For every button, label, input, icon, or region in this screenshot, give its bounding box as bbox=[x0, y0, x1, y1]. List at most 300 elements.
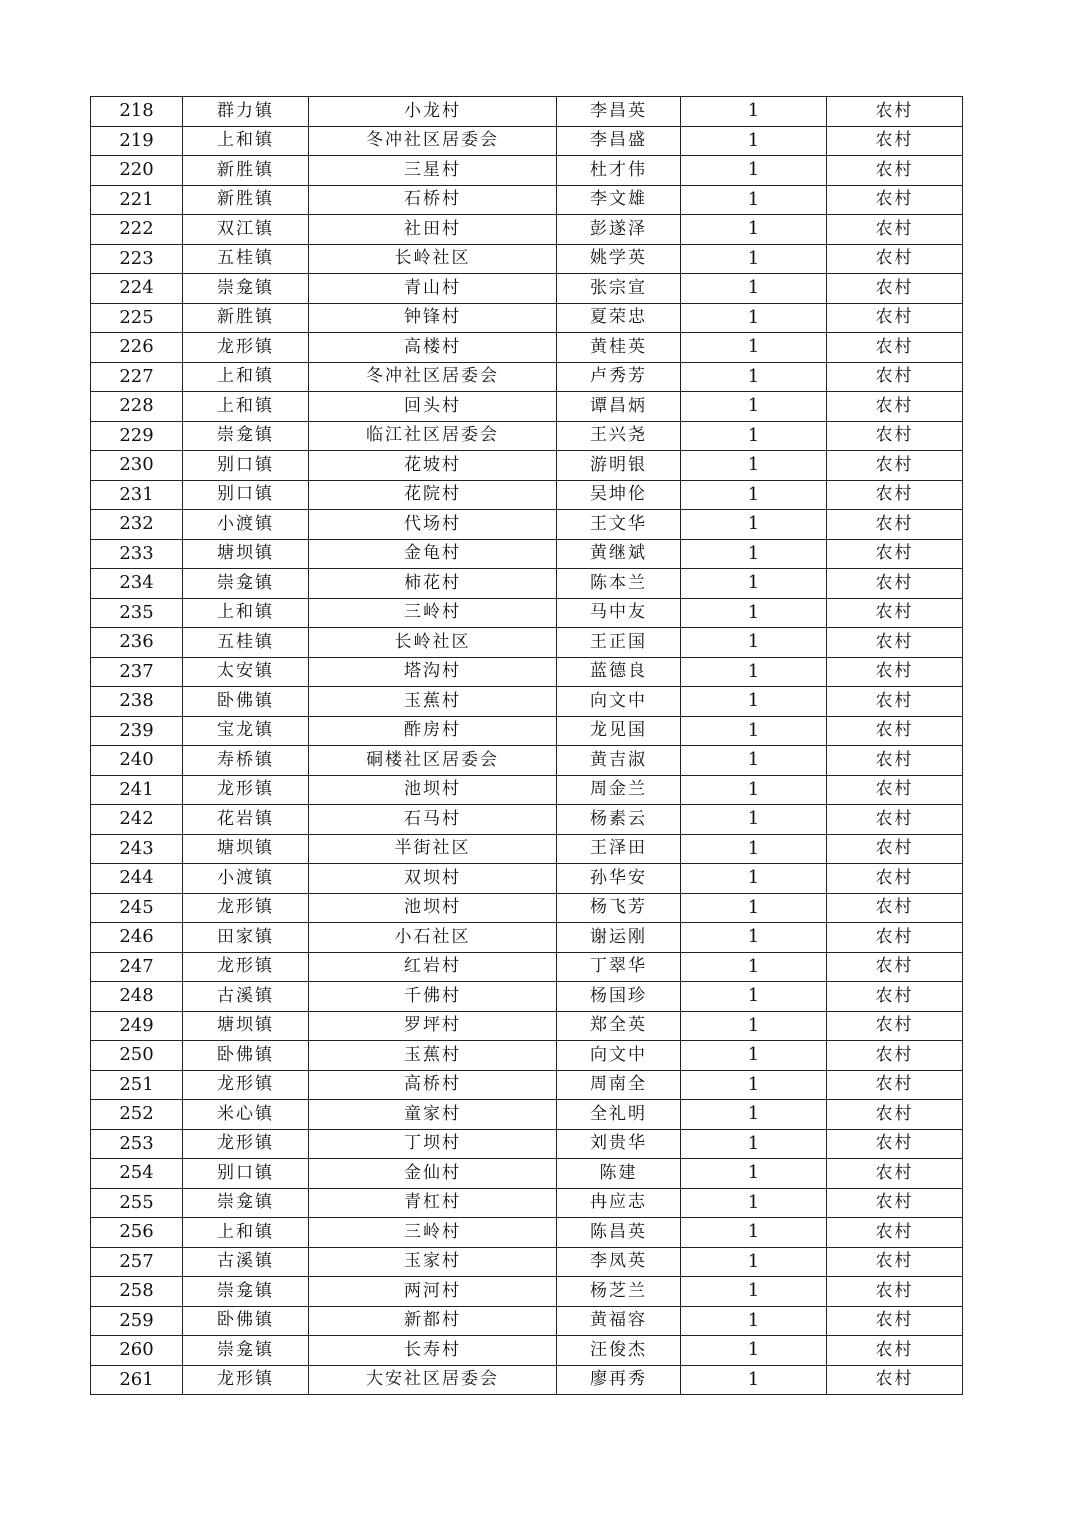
town-cell: 龙形镇 bbox=[183, 1129, 309, 1159]
town-cell: 龙形镇 bbox=[183, 952, 309, 982]
town-cell: 宝龙镇 bbox=[183, 716, 309, 746]
count-cell: 1 bbox=[681, 598, 827, 628]
village-cell: 双坝村 bbox=[309, 864, 557, 894]
village-cell: 回头村 bbox=[309, 392, 557, 422]
table-row bbox=[91, 274, 963, 304]
row-number: 233 bbox=[91, 539, 183, 569]
name-cell: 王泽田 bbox=[557, 834, 681, 864]
table-row bbox=[91, 775, 963, 805]
category-cell: 农村 bbox=[827, 392, 963, 422]
row-number: 235 bbox=[91, 598, 183, 628]
table-row bbox=[91, 126, 963, 156]
row-number: 236 bbox=[91, 628, 183, 658]
row-number: 230 bbox=[91, 451, 183, 481]
category-cell: 农村 bbox=[827, 1129, 963, 1159]
category-cell: 农村 bbox=[827, 421, 963, 451]
count-cell: 1 bbox=[681, 982, 827, 1012]
row-number: 220 bbox=[91, 156, 183, 186]
name-cell: 陈昌英 bbox=[557, 1218, 681, 1248]
row-number: 260 bbox=[91, 1336, 183, 1366]
count-cell: 1 bbox=[681, 687, 827, 717]
village-cell: 三岭村 bbox=[309, 598, 557, 628]
row-number: 228 bbox=[91, 392, 183, 422]
town-cell: 新胜镇 bbox=[183, 185, 309, 215]
name-cell: 黄继斌 bbox=[557, 539, 681, 569]
beneficiary-table bbox=[90, 96, 963, 1395]
village-cell: 大安社区居委会 bbox=[309, 1365, 557, 1395]
name-cell: 李文雄 bbox=[557, 185, 681, 215]
category-cell: 农村 bbox=[827, 244, 963, 274]
category-cell: 农村 bbox=[827, 716, 963, 746]
count-cell: 1 bbox=[681, 1129, 827, 1159]
village-cell: 代场村 bbox=[309, 510, 557, 540]
row-number: 257 bbox=[91, 1247, 183, 1277]
category-cell: 农村 bbox=[827, 510, 963, 540]
row-number: 245 bbox=[91, 893, 183, 923]
category-cell: 农村 bbox=[827, 97, 963, 127]
village-cell: 玉蕉村 bbox=[309, 687, 557, 717]
count-cell: 1 bbox=[681, 1306, 827, 1336]
name-cell: 马中友 bbox=[557, 598, 681, 628]
table-body bbox=[91, 97, 963, 1395]
category-cell: 农村 bbox=[827, 480, 963, 510]
row-number: 246 bbox=[91, 923, 183, 953]
table-row bbox=[91, 421, 963, 451]
town-cell: 卧佛镇 bbox=[183, 1306, 309, 1336]
town-cell: 古溪镇 bbox=[183, 1247, 309, 1277]
count-cell: 1 bbox=[681, 1041, 827, 1071]
category-cell: 农村 bbox=[827, 598, 963, 628]
village-cell: 社田村 bbox=[309, 215, 557, 245]
town-cell: 卧佛镇 bbox=[183, 1041, 309, 1071]
count-cell: 1 bbox=[681, 716, 827, 746]
row-number: 254 bbox=[91, 1159, 183, 1189]
name-cell: 丁翠华 bbox=[557, 952, 681, 982]
name-cell: 郑全英 bbox=[557, 1011, 681, 1041]
village-cell: 冬冲社区居委会 bbox=[309, 362, 557, 392]
town-cell: 新胜镇 bbox=[183, 303, 309, 333]
village-cell: 池坝村 bbox=[309, 775, 557, 805]
row-number: 243 bbox=[91, 834, 183, 864]
row-number: 250 bbox=[91, 1041, 183, 1071]
category-cell: 农村 bbox=[827, 569, 963, 599]
table-row bbox=[91, 1129, 963, 1159]
name-cell: 王正国 bbox=[557, 628, 681, 658]
town-cell: 小渡镇 bbox=[183, 510, 309, 540]
row-number: 223 bbox=[91, 244, 183, 274]
town-cell: 花岩镇 bbox=[183, 805, 309, 835]
count-cell: 1 bbox=[681, 657, 827, 687]
table-row bbox=[91, 1306, 963, 1336]
category-cell: 农村 bbox=[827, 215, 963, 245]
category-cell: 农村 bbox=[827, 303, 963, 333]
row-number: 229 bbox=[91, 421, 183, 451]
count-cell: 1 bbox=[681, 834, 827, 864]
row-number: 241 bbox=[91, 775, 183, 805]
village-cell: 高楼村 bbox=[309, 333, 557, 363]
name-cell: 汪俊杰 bbox=[557, 1336, 681, 1366]
count-cell: 1 bbox=[681, 1247, 827, 1277]
table-row bbox=[91, 185, 963, 215]
row-number: 227 bbox=[91, 362, 183, 392]
town-cell: 龙形镇 bbox=[183, 333, 309, 363]
town-cell: 别口镇 bbox=[183, 480, 309, 510]
village-cell: 塔沟村 bbox=[309, 657, 557, 687]
name-cell: 姚学英 bbox=[557, 244, 681, 274]
count-cell: 1 bbox=[681, 1336, 827, 1366]
town-cell: 上和镇 bbox=[183, 1218, 309, 1248]
name-cell: 杨素云 bbox=[557, 805, 681, 835]
town-cell: 卧佛镇 bbox=[183, 687, 309, 717]
category-cell: 农村 bbox=[827, 274, 963, 304]
village-cell: 红岩村 bbox=[309, 952, 557, 982]
row-number: 261 bbox=[91, 1365, 183, 1395]
name-cell: 王文华 bbox=[557, 510, 681, 540]
town-cell: 塘坝镇 bbox=[183, 539, 309, 569]
village-cell: 三星村 bbox=[309, 156, 557, 186]
name-cell: 谭昌炳 bbox=[557, 392, 681, 422]
name-cell: 杨芝兰 bbox=[557, 1277, 681, 1307]
name-cell: 杨国珍 bbox=[557, 982, 681, 1012]
village-cell: 池坝村 bbox=[309, 893, 557, 923]
town-cell: 上和镇 bbox=[183, 362, 309, 392]
table-row bbox=[91, 333, 963, 363]
row-number: 232 bbox=[91, 510, 183, 540]
name-cell: 黄吉淑 bbox=[557, 746, 681, 776]
table-row bbox=[91, 805, 963, 835]
table-row bbox=[91, 864, 963, 894]
name-cell: 夏荣忠 bbox=[557, 303, 681, 333]
name-cell: 李昌英 bbox=[557, 97, 681, 127]
table-row bbox=[91, 1070, 963, 1100]
count-cell: 1 bbox=[681, 156, 827, 186]
name-cell: 向文中 bbox=[557, 1041, 681, 1071]
village-cell: 三岭村 bbox=[309, 1218, 557, 1248]
count-cell: 1 bbox=[681, 775, 827, 805]
name-cell: 孙华安 bbox=[557, 864, 681, 894]
count-cell: 1 bbox=[681, 480, 827, 510]
town-cell: 五桂镇 bbox=[183, 244, 309, 274]
village-cell: 临江社区居委会 bbox=[309, 421, 557, 451]
village-cell: 两河村 bbox=[309, 1277, 557, 1307]
row-number: 237 bbox=[91, 657, 183, 687]
town-cell: 五桂镇 bbox=[183, 628, 309, 658]
name-cell: 周金兰 bbox=[557, 775, 681, 805]
count-cell: 1 bbox=[681, 421, 827, 451]
row-number: 240 bbox=[91, 746, 183, 776]
name-cell: 全礼明 bbox=[557, 1100, 681, 1130]
row-number: 239 bbox=[91, 716, 183, 746]
row-number: 231 bbox=[91, 480, 183, 510]
table-row bbox=[91, 834, 963, 864]
table-row bbox=[91, 1188, 963, 1218]
village-cell: 玉蕉村 bbox=[309, 1041, 557, 1071]
name-cell: 张宗宣 bbox=[557, 274, 681, 304]
village-cell: 新都村 bbox=[309, 1306, 557, 1336]
category-cell: 农村 bbox=[827, 126, 963, 156]
row-number: 248 bbox=[91, 982, 183, 1012]
name-cell: 周南全 bbox=[557, 1070, 681, 1100]
category-cell: 农村 bbox=[827, 687, 963, 717]
count-cell: 1 bbox=[681, 1218, 827, 1248]
town-cell: 龙形镇 bbox=[183, 1070, 309, 1100]
category-cell: 农村 bbox=[827, 1218, 963, 1248]
category-cell: 农村 bbox=[827, 1277, 963, 1307]
count-cell: 1 bbox=[681, 392, 827, 422]
count-cell: 1 bbox=[681, 97, 827, 127]
town-cell: 塘坝镇 bbox=[183, 834, 309, 864]
row-number: 259 bbox=[91, 1306, 183, 1336]
category-cell: 农村 bbox=[827, 893, 963, 923]
count-cell: 1 bbox=[681, 126, 827, 156]
count-cell: 1 bbox=[681, 274, 827, 304]
village-cell: 长寿村 bbox=[309, 1336, 557, 1366]
town-cell: 古溪镇 bbox=[183, 982, 309, 1012]
village-cell: 丁坝村 bbox=[309, 1129, 557, 1159]
count-cell: 1 bbox=[681, 628, 827, 658]
row-number: 252 bbox=[91, 1100, 183, 1130]
table-row bbox=[91, 952, 963, 982]
table-row bbox=[91, 451, 963, 481]
category-cell: 农村 bbox=[827, 1306, 963, 1336]
name-cell: 蓝德良 bbox=[557, 657, 681, 687]
table-row bbox=[91, 746, 963, 776]
town-cell: 上和镇 bbox=[183, 126, 309, 156]
village-cell: 石桥村 bbox=[309, 185, 557, 215]
town-cell: 太安镇 bbox=[183, 657, 309, 687]
town-cell: 双江镇 bbox=[183, 215, 309, 245]
row-number: 226 bbox=[91, 333, 183, 363]
row-number: 225 bbox=[91, 303, 183, 333]
table-row bbox=[91, 1218, 963, 1248]
table-row bbox=[91, 303, 963, 333]
count-cell: 1 bbox=[681, 362, 827, 392]
table-row bbox=[91, 687, 963, 717]
village-cell: 罗坪村 bbox=[309, 1011, 557, 1041]
table-row bbox=[91, 628, 963, 658]
town-cell: 新胜镇 bbox=[183, 156, 309, 186]
name-cell: 杨飞芳 bbox=[557, 893, 681, 923]
count-cell: 1 bbox=[681, 1100, 827, 1130]
row-number: 234 bbox=[91, 569, 183, 599]
count-cell: 1 bbox=[681, 303, 827, 333]
village-cell: 玉家村 bbox=[309, 1247, 557, 1277]
count-cell: 1 bbox=[681, 244, 827, 274]
name-cell: 廖再秀 bbox=[557, 1365, 681, 1395]
count-cell: 1 bbox=[681, 805, 827, 835]
category-cell: 农村 bbox=[827, 1011, 963, 1041]
town-cell: 群力镇 bbox=[183, 97, 309, 127]
village-cell: 酢房村 bbox=[309, 716, 557, 746]
name-cell: 游明银 bbox=[557, 451, 681, 481]
name-cell: 冉应志 bbox=[557, 1188, 681, 1218]
count-cell: 1 bbox=[681, 539, 827, 569]
town-cell: 崇龛镇 bbox=[183, 1336, 309, 1366]
table-row bbox=[91, 244, 963, 274]
village-cell: 小龙村 bbox=[309, 97, 557, 127]
table-row bbox=[91, 1247, 963, 1277]
town-cell: 别口镇 bbox=[183, 451, 309, 481]
village-cell: 花院村 bbox=[309, 480, 557, 510]
row-number: 253 bbox=[91, 1129, 183, 1159]
row-number: 221 bbox=[91, 185, 183, 215]
town-cell: 田家镇 bbox=[183, 923, 309, 953]
village-cell: 青杠村 bbox=[309, 1188, 557, 1218]
table-row bbox=[91, 716, 963, 746]
town-cell: 崇龛镇 bbox=[183, 1277, 309, 1307]
count-cell: 1 bbox=[681, 333, 827, 363]
count-cell: 1 bbox=[681, 185, 827, 215]
name-cell: 李凤英 bbox=[557, 1247, 681, 1277]
table-row bbox=[91, 480, 963, 510]
town-cell: 寿桥镇 bbox=[183, 746, 309, 776]
village-cell: 小石社区 bbox=[309, 923, 557, 953]
table-row bbox=[91, 923, 963, 953]
village-cell: 半街社区 bbox=[309, 834, 557, 864]
name-cell: 彭遂泽 bbox=[557, 215, 681, 245]
village-cell: 青山村 bbox=[309, 274, 557, 304]
town-cell: 崇龛镇 bbox=[183, 1188, 309, 1218]
name-cell: 刘贵华 bbox=[557, 1129, 681, 1159]
name-cell: 杜才伟 bbox=[557, 156, 681, 186]
count-cell: 1 bbox=[681, 1365, 827, 1395]
village-cell: 长岭社区 bbox=[309, 244, 557, 274]
row-number: 244 bbox=[91, 864, 183, 894]
category-cell: 农村 bbox=[827, 451, 963, 481]
table-row bbox=[91, 893, 963, 923]
town-cell: 塘坝镇 bbox=[183, 1011, 309, 1041]
table-row bbox=[91, 569, 963, 599]
village-cell: 金龟村 bbox=[309, 539, 557, 569]
category-cell: 农村 bbox=[827, 362, 963, 392]
village-cell: 柿花村 bbox=[309, 569, 557, 599]
row-number: 247 bbox=[91, 952, 183, 982]
table-row bbox=[91, 156, 963, 186]
village-cell: 石马村 bbox=[309, 805, 557, 835]
village-cell: 硐楼社区居委会 bbox=[309, 746, 557, 776]
category-cell: 农村 bbox=[827, 1159, 963, 1189]
count-cell: 1 bbox=[681, 1277, 827, 1307]
table-row bbox=[91, 215, 963, 245]
row-number: 238 bbox=[91, 687, 183, 717]
table-row bbox=[91, 982, 963, 1012]
name-cell: 卢秀芳 bbox=[557, 362, 681, 392]
row-number: 255 bbox=[91, 1188, 183, 1218]
name-cell: 谢运刚 bbox=[557, 923, 681, 953]
count-cell: 1 bbox=[681, 893, 827, 923]
category-cell: 农村 bbox=[827, 1336, 963, 1366]
town-cell: 龙形镇 bbox=[183, 1365, 309, 1395]
count-cell: 1 bbox=[681, 510, 827, 540]
name-cell: 向文中 bbox=[557, 687, 681, 717]
table-row bbox=[91, 97, 963, 127]
category-cell: 农村 bbox=[827, 1070, 963, 1100]
category-cell: 农村 bbox=[827, 185, 963, 215]
row-number: 251 bbox=[91, 1070, 183, 1100]
row-number: 222 bbox=[91, 215, 183, 245]
count-cell: 1 bbox=[681, 746, 827, 776]
row-number: 256 bbox=[91, 1218, 183, 1248]
count-cell: 1 bbox=[681, 1070, 827, 1100]
village-cell: 长岭社区 bbox=[309, 628, 557, 658]
row-number: 258 bbox=[91, 1277, 183, 1307]
category-cell: 农村 bbox=[827, 864, 963, 894]
table-row bbox=[91, 1011, 963, 1041]
town-cell: 崇龛镇 bbox=[183, 569, 309, 599]
row-number: 242 bbox=[91, 805, 183, 835]
category-cell: 农村 bbox=[827, 1365, 963, 1395]
name-cell: 吴坤伦 bbox=[557, 480, 681, 510]
town-cell: 别口镇 bbox=[183, 1159, 309, 1189]
name-cell: 陈本兰 bbox=[557, 569, 681, 599]
village-cell: 花坡村 bbox=[309, 451, 557, 481]
town-cell: 上和镇 bbox=[183, 392, 309, 422]
row-number: 219 bbox=[91, 126, 183, 156]
category-cell: 农村 bbox=[827, 657, 963, 687]
name-cell: 王兴尧 bbox=[557, 421, 681, 451]
table-row bbox=[91, 1365, 963, 1395]
table-row bbox=[91, 1277, 963, 1307]
town-cell: 崇龛镇 bbox=[183, 274, 309, 304]
category-cell: 农村 bbox=[827, 156, 963, 186]
village-cell: 钟锋村 bbox=[309, 303, 557, 333]
table-row bbox=[91, 657, 963, 687]
category-cell: 农村 bbox=[827, 1041, 963, 1071]
town-cell: 龙形镇 bbox=[183, 775, 309, 805]
table-row bbox=[91, 539, 963, 569]
row-number: 218 bbox=[91, 97, 183, 127]
count-cell: 1 bbox=[681, 215, 827, 245]
count-cell: 1 bbox=[681, 1011, 827, 1041]
name-cell: 陈建 bbox=[557, 1159, 681, 1189]
category-cell: 农村 bbox=[827, 539, 963, 569]
count-cell: 1 bbox=[681, 952, 827, 982]
table-row bbox=[91, 392, 963, 422]
category-cell: 农村 bbox=[827, 952, 963, 982]
category-cell: 农村 bbox=[827, 982, 963, 1012]
count-cell: 1 bbox=[681, 569, 827, 599]
table-row bbox=[91, 510, 963, 540]
category-cell: 农村 bbox=[827, 805, 963, 835]
town-cell: 上和镇 bbox=[183, 598, 309, 628]
town-cell: 龙形镇 bbox=[183, 893, 309, 923]
name-cell: 龙见国 bbox=[557, 716, 681, 746]
category-cell: 农村 bbox=[827, 775, 963, 805]
town-cell: 小渡镇 bbox=[183, 864, 309, 894]
row-number: 249 bbox=[91, 1011, 183, 1041]
count-cell: 1 bbox=[681, 864, 827, 894]
village-cell: 高桥村 bbox=[309, 1070, 557, 1100]
table-row bbox=[91, 598, 963, 628]
category-cell: 农村 bbox=[827, 746, 963, 776]
count-cell: 1 bbox=[681, 451, 827, 481]
table-row bbox=[91, 1100, 963, 1130]
table-row bbox=[91, 1336, 963, 1366]
count-cell: 1 bbox=[681, 1159, 827, 1189]
name-cell: 黄福容 bbox=[557, 1306, 681, 1336]
village-cell: 千佛村 bbox=[309, 982, 557, 1012]
name-cell: 李昌盛 bbox=[557, 126, 681, 156]
category-cell: 农村 bbox=[827, 333, 963, 363]
category-cell: 农村 bbox=[827, 1247, 963, 1277]
village-cell: 童家村 bbox=[309, 1100, 557, 1130]
count-cell: 1 bbox=[681, 923, 827, 953]
category-cell: 农村 bbox=[827, 834, 963, 864]
table-row bbox=[91, 1041, 963, 1071]
village-cell: 金仙村 bbox=[309, 1159, 557, 1189]
table-row bbox=[91, 1159, 963, 1189]
row-number: 224 bbox=[91, 274, 183, 304]
